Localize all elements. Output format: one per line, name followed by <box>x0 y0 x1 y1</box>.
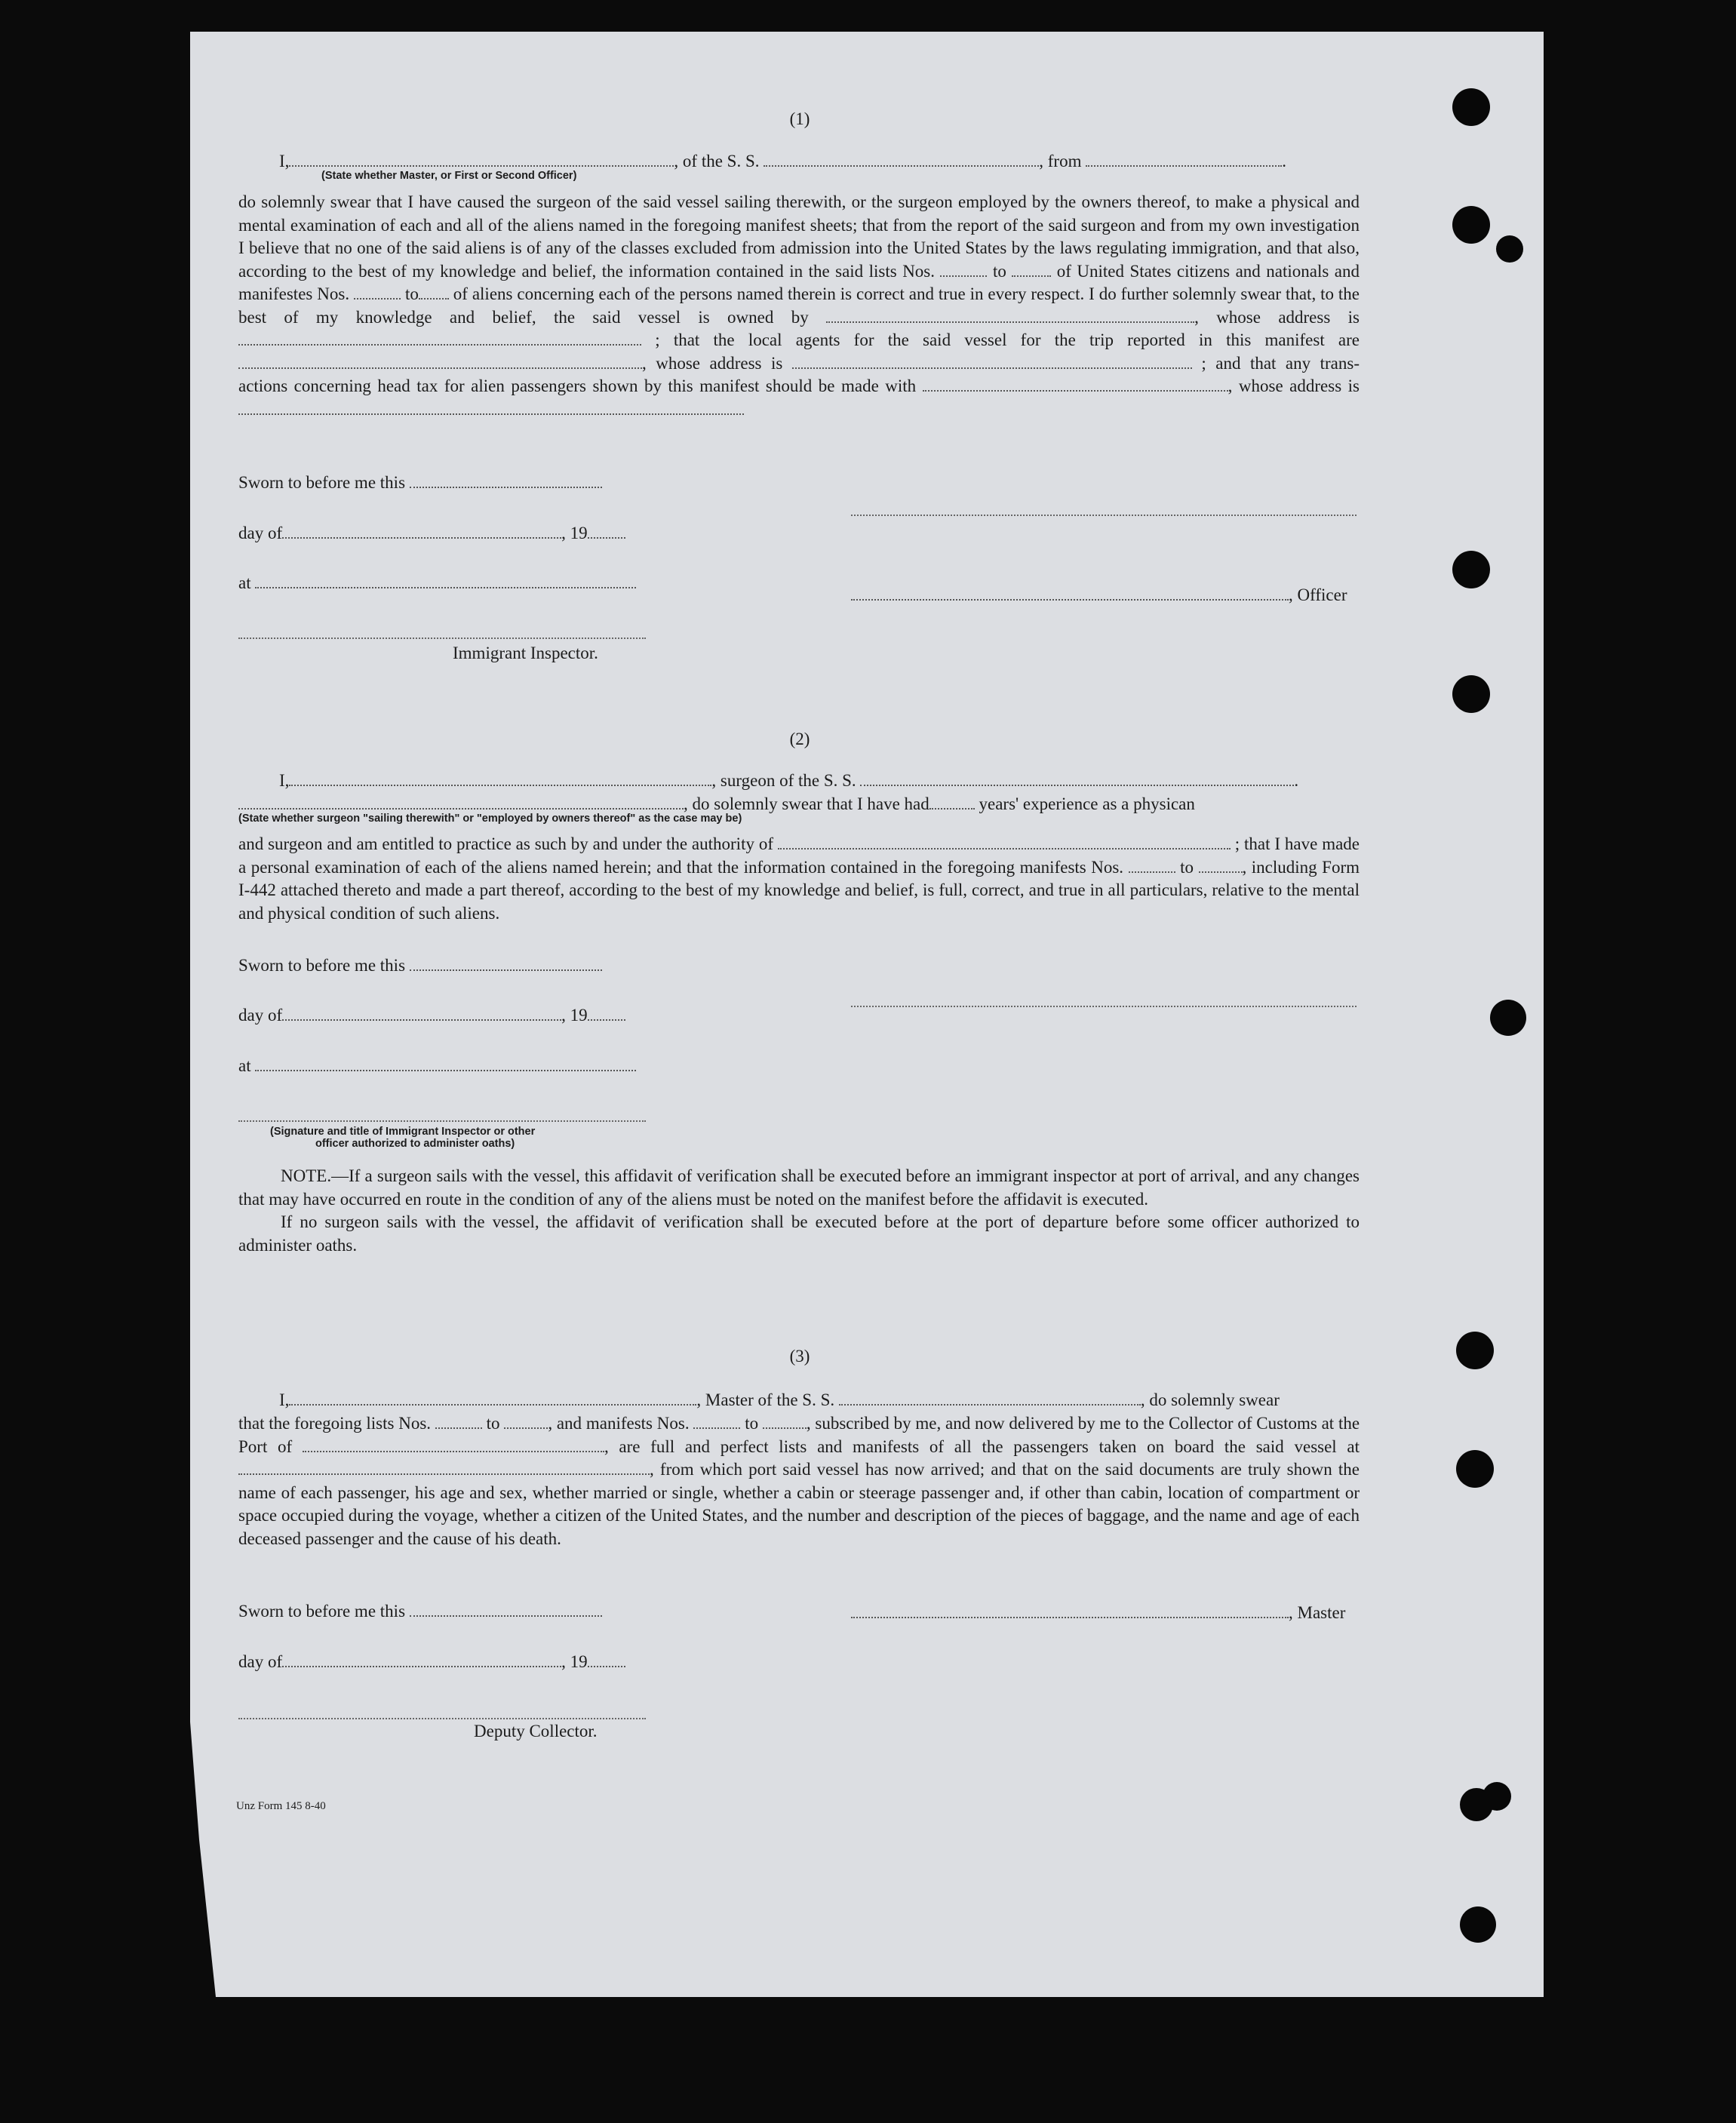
s1-p5: actions concerning head tax for alien passengers shown by this manifest should be made with <box>238 376 917 395</box>
note-p2: If no surgeon sails with the vessel, the affidavit of verification shall be executed before at the port of departure before some officer authorized to administer oaths. <box>238 1212 1360 1255</box>
s3-deputy: Deputy Collector. <box>474 1722 598 1740</box>
s3-oath-text <box>238 1412 1360 1550</box>
s3-p3: taken on board the said vessel at <box>1098 1436 1360 1456</box>
s2-ship-name-field[interactable] <box>860 771 1294 786</box>
s3-master-sig-label: , Master <box>1289 1603 1346 1622</box>
s2-at-label: at <box>238 1056 251 1075</box>
punch-hole <box>1452 551 1490 588</box>
s3-sworn-field[interactable] <box>410 1602 602 1617</box>
s1-lists-from-field[interactable] <box>940 262 987 277</box>
s1-p2-addr: , whose address is <box>1194 307 1360 327</box>
s2-manifests-from-field[interactable] <box>1129 858 1175 873</box>
s1-sworn <box>238 472 602 494</box>
s1-inspector: Immigrant Inspector. <box>453 644 598 662</box>
punch-hole <box>1496 235 1523 263</box>
s2-day-label: day of <box>238 1006 283 1025</box>
s1-day-label: day of <box>238 524 283 542</box>
s3-p3-b: , from which port said vessel has now arrived; and <box>650 1460 1016 1479</box>
s2-p1: and surgeon and am entitled to practice as such by and under the authority of <box>238 834 773 853</box>
surgeon-note: (State whether surgeon "sailing therewith" or "employed by owners thereof" as the case may be) <box>238 813 742 825</box>
s2-swear-label: , do solemnly swear that I have had <box>684 794 929 813</box>
s3-line1 <box>279 1389 1280 1412</box>
officer-note: (State whether Master, or First or Second Officer) <box>321 170 577 182</box>
punch-hole <box>1456 1332 1494 1369</box>
s2-day <box>238 1004 625 1027</box>
s1-p1: do solemnly swear that I have caused the surgeon of the said vessel sailing therewith, or the surgeon employed by the owners thereof, to make a physical and mental examination of each and all of the aliens named in the foregoing manifest sheets; that from the report of the said surgeon and from my own investigation I believe that no one of the said aliens is of any of the classes excluded from admission into the United States by the laws regulating immigration, and that also, according to the best of my knowledge and belief, the information contained in the said lists Nos. <box>238 192 1360 281</box>
s2-surgeon-label: , surgeon of the S. S. <box>711 771 856 790</box>
s1-from-label: , from <box>1039 152 1082 171</box>
authority-field[interactable] <box>778 834 1231 850</box>
note-p1: NOTE.—If a surgeon sails with the vessel, this affidavit of verification shall be executed before an immigrant inspector at port of arrival, and any changes that may have occurred en route in the condition of any of the aliens must be noted on the manifest before the affidavit is executed. <box>238 1166 1360 1209</box>
s2-manifests-to-field[interactable] <box>1199 858 1243 873</box>
punch-hole <box>1452 206 1490 244</box>
s1-manifests-to-field[interactable] <box>419 284 449 300</box>
years-field[interactable] <box>929 794 975 810</box>
s2-sworn-field[interactable] <box>410 956 602 971</box>
s1-i: I, <box>279 152 290 171</box>
officer-name-field[interactable] <box>289 152 674 167</box>
punch-hole <box>1490 1000 1526 1036</box>
head-tax-address-field[interactable] <box>238 400 744 415</box>
surgeon-name-field[interactable] <box>289 771 711 786</box>
s1-officer <box>851 584 1347 607</box>
owner-field[interactable] <box>826 308 1194 323</box>
s3-year-field[interactable] <box>588 1652 625 1667</box>
s1-officer-label: , Officer <box>1289 585 1347 604</box>
s2-end: . <box>1294 771 1299 790</box>
s1-oath-text <box>238 191 1360 421</box>
s2-at-field[interactable] <box>255 1056 636 1071</box>
s2-sig-note-1: (Signature and title of Immigrant Inspector or other <box>270 1126 536 1138</box>
s2-sig-note-2: officer authorized to administer oaths) <box>315 1138 515 1150</box>
s3-p1-b: , and manifests Nos. <box>548 1414 690 1433</box>
punch-hole <box>1452 88 1490 126</box>
s3-ship-name-field[interactable] <box>839 1390 1141 1406</box>
s1-year-field[interactable] <box>588 524 625 539</box>
s2-oath-text <box>238 833 1360 925</box>
master-name-field[interactable] <box>289 1390 696 1406</box>
s1-year-label: , 19 <box>561 524 588 542</box>
s2-at <box>238 1055 636 1077</box>
s3-lists-from-field[interactable] <box>435 1414 482 1429</box>
section-3-number: (3) <box>789 1347 810 1366</box>
s3-year-label: , 19 <box>561 1652 588 1671</box>
s2-sworn-label: Sworn to before me this <box>238 956 406 975</box>
s1-officer-name-field[interactable] <box>851 585 1289 601</box>
s3-p2-b: , are full and perfect lists and manifests of all the passengers <box>604 1436 1089 1456</box>
embark-port-field[interactable] <box>238 1460 650 1475</box>
s1-at-field[interactable] <box>255 573 636 588</box>
s3-to1: to <box>486 1414 500 1433</box>
owner-address-field[interactable] <box>238 330 641 346</box>
s1-ship-name-field[interactable] <box>764 152 1039 167</box>
s1-day <box>238 522 625 545</box>
s2-p1-end: ; <box>1234 834 1240 853</box>
punch-hole <box>1452 675 1490 713</box>
s2-line1 <box>279 770 1298 792</box>
head-tax-contact-field[interactable] <box>923 376 1228 392</box>
s3-p1-c: , subscribed by me, and now delivered by me to the <box>806 1414 1165 1433</box>
s2-p2-to: to <box>1180 857 1194 877</box>
agents-address-field[interactable] <box>792 354 1192 369</box>
s3-sworn-label: Sworn to before me this <box>238 1602 406 1621</box>
s1-p6: whose address is <box>1238 376 1360 395</box>
agents-field[interactable] <box>238 354 642 369</box>
s3-p1: that the foregoing lists Nos. <box>238 1414 432 1433</box>
s3-manifests-from-field[interactable] <box>693 1414 740 1429</box>
s3-p2: Collector of Customs at the Port of <box>238 1414 1360 1456</box>
s3-manifests-to-field[interactable] <box>763 1414 807 1429</box>
s3-p4: that on the said documents are truly shown the name of each passenger, his age and sex, whether married or single, whether a cabin or steerage passenger and, if other than cabin, location of compartment or space occupied during the voyage, whether a citizen of the United States, and the number and description of the pieces of baggage, and the name and age of each deceased passenger and the cause of his death. <box>238 1460 1360 1548</box>
s2-year-label: , 19 <box>561 1006 588 1025</box>
section-2-number: (2) <box>789 730 810 748</box>
s1-sworn-field[interactable] <box>410 473 602 488</box>
s3-to2: to <box>745 1414 759 1433</box>
s1-p4: , whose address is <box>642 353 783 373</box>
s1-p5-end: , <box>1227 376 1233 395</box>
s2-p2-b: , including Form I-442 attached thereto and made a part thereof, according to the best of my knowledge and belief, is full, correct, and true in all particulars, relative to the mental and physical condition of such aliens. <box>238 857 1360 923</box>
s2-sworn <box>238 954 602 977</box>
punch-hole <box>1456 1450 1494 1488</box>
s1-at-label: at <box>238 573 251 592</box>
s3-master-signature-field[interactable] <box>851 1603 1289 1618</box>
s1-end: . <box>1282 152 1286 171</box>
s1-lists-to-field[interactable] <box>1012 262 1051 277</box>
s1-p2: of aliens concerning each of the persons named therein is correct and true in every respect. I do further solemnly swear that, to the best of my knowledge and belief, the said vessel is owned by <box>238 284 1360 327</box>
s2-years-label: years' experience as a physican <box>979 794 1195 813</box>
s1-p1-b: of United States citizens and nationals and manifestes Nos. <box>238 261 1360 303</box>
punch-hole <box>1483 1782 1511 1811</box>
s3-swear-label: , do solemnly swear <box>1140 1390 1280 1409</box>
s2-i: I, <box>279 771 290 790</box>
s3-day-field[interactable] <box>282 1652 561 1667</box>
s1-ship-label: , of the S. S. <box>674 152 760 171</box>
s3-master-label: , Master of the S. S. <box>696 1390 835 1409</box>
s2-signature-line[interactable] <box>851 1006 1357 1007</box>
s3-day-label: day of <box>238 1652 283 1671</box>
s1-p2-to: to <box>404 284 419 303</box>
s1-day-field[interactable] <box>282 524 561 539</box>
s3-sworn <box>238 1600 602 1623</box>
note-text <box>238 1165 1360 1257</box>
s2-inspector-line[interactable] <box>238 1120 646 1122</box>
punch-hole <box>1460 1906 1496 1943</box>
s1-from-field[interactable] <box>1086 152 1282 167</box>
surgeon-status-field[interactable] <box>238 794 684 810</box>
s1-inspector-line[interactable] <box>238 638 646 639</box>
s3-day <box>238 1651 625 1673</box>
s3-master-sig <box>851 1602 1345 1624</box>
s2-year-field[interactable] <box>588 1006 625 1021</box>
s1-manifests-from-field[interactable] <box>354 284 401 300</box>
s3-deputy-line[interactable] <box>238 1718 646 1719</box>
s3-lists-to-field[interactable] <box>504 1414 548 1429</box>
s1-p4-b: ; and that any trans- <box>1201 353 1360 373</box>
s3-i: I, <box>279 1390 290 1409</box>
s1-p1-to: to <box>992 261 1006 281</box>
form-number: Unz Form 145 8-40 <box>236 1800 326 1812</box>
s1-sworn-label: Sworn to before me this <box>238 473 406 492</box>
port-field[interactable] <box>303 1437 604 1452</box>
s1-at <box>238 572 636 595</box>
s2-p2: that I have made a personal examination of each of the aliens named herein; and that the information contained in the foregoing manifests Nos. <box>238 834 1360 877</box>
s1-signature-line[interactable] <box>851 515 1357 516</box>
section-1-number: (1) <box>789 109 810 128</box>
s1-p3: ; that the local agents for the said vessel for the trip reported in this manifest are <box>655 330 1360 349</box>
s2-day-field[interactable] <box>282 1006 561 1021</box>
